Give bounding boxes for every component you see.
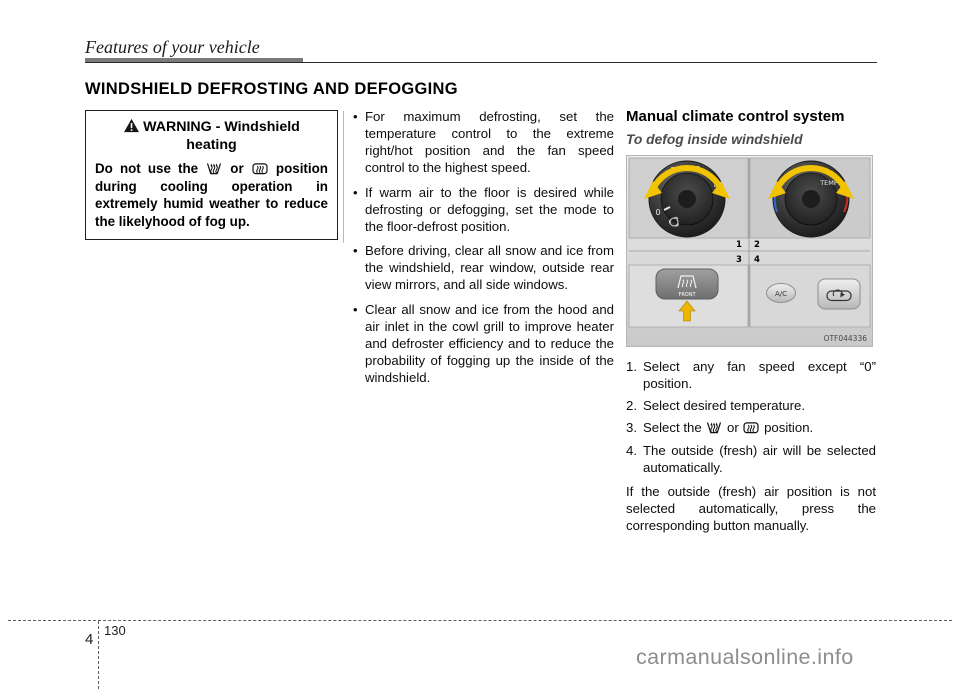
- step-text: Select any fan speed except “0” position.: [643, 359, 876, 392]
- ac-button: [767, 284, 796, 303]
- callout-2: 2: [754, 240, 760, 250]
- warning-heading: [109, 118, 314, 154]
- fan-speed-knob: [649, 161, 725, 237]
- subsection-heading: Manual climate control system: [626, 108, 845, 125]
- page-number: 130: [104, 623, 126, 638]
- climate-control-image: [626, 155, 873, 347]
- warning-triangle-icon: [123, 118, 140, 133]
- page-header: [85, 37, 260, 58]
- temp-label: TEMP: [820, 179, 838, 187]
- step-text: Select desired temperature.: [643, 398, 805, 414]
- figure-code: OTF044336: [823, 334, 867, 343]
- tips-list: [352, 108, 614, 393]
- rear-defrost-icon: [742, 421, 760, 434]
- tip-text: For maximum defrosting, set the temperature control to the extreme right/hot position and the fan speed control to the highest speed.: [365, 109, 614, 176]
- chapter-number: 4: [85, 631, 94, 648]
- step-item: [626, 358, 876, 392]
- callout-1: 1: [736, 240, 742, 250]
- step-text: or: [727, 420, 739, 436]
- tip-text: If warm air to the floor is desired while defrosting or defogging, set the mode to the floor-defrost position.: [365, 184, 614, 234]
- step-item: [626, 442, 876, 476]
- step-item: [626, 419, 876, 436]
- callout-3: 3: [736, 255, 742, 265]
- tip-item: [352, 242, 614, 293]
- warning-body-or: or: [230, 161, 244, 177]
- step-number: 3.: [626, 420, 637, 436]
- fan-dial-number-3: 3: [695, 165, 701, 174]
- fan-dial-number-2: 2: [670, 166, 676, 175]
- tip-text: Before driving, clear all snow and ice from the windshield, rear window, outside rear view mirrors, and all side windows.: [365, 243, 614, 293]
- site-watermark: carmanualsonline.info: [636, 645, 854, 669]
- step-text: Select the: [643, 420, 702, 436]
- front-defrost-icon: [205, 162, 223, 175]
- warning-label: WARNING -: [143, 119, 221, 135]
- step-text: position.: [764, 420, 814, 436]
- tip-text: Clear all snow and ice from the hood and air inlet in the cowl grill to improve heater and defroster efficiency and to reduce the probability of fogging up the inside of the windshield.: [365, 301, 614, 386]
- temperature-knob: [773, 161, 849, 237]
- warning-box: [85, 110, 338, 240]
- tip-item: [352, 301, 614, 387]
- warning-body: [95, 160, 328, 230]
- column-divider: [343, 111, 344, 243]
- tip-item: [352, 108, 614, 177]
- warning-subject: Windshield heating: [186, 119, 300, 154]
- step-number: 1.: [626, 359, 637, 374]
- front-defrost-icon: [705, 421, 723, 434]
- fan-dial-number-4: 4: [713, 181, 719, 190]
- step-text: The outside (fresh) air will be selected automatically.: [643, 442, 876, 475]
- page-header-title: Features of your vehicle: [85, 37, 260, 57]
- steps-list: [626, 358, 876, 476]
- footer-dashed-line: [8, 620, 952, 621]
- manual-climate-section: [626, 108, 876, 534]
- rear-defrost-icon: [251, 162, 269, 175]
- callout-4: 4: [754, 255, 760, 265]
- step-item: [626, 397, 876, 414]
- recirculation-button: [818, 279, 860, 309]
- note-paragraph: If the outside (fresh) air position is not selected automatically, press the corresponding button manually.: [626, 483, 876, 534]
- step-number: 2.: [626, 398, 637, 414]
- warning-body-text-1: Do not use the: [95, 161, 199, 177]
- front-label: FRONT: [678, 292, 696, 298]
- step-number: 4.: [626, 442, 637, 458]
- fan-dial-number-0: 0: [655, 208, 661, 217]
- tip-item: [352, 184, 614, 235]
- section-title: WINDSHIELD DEFROSTING AND DEFOGGING: [85, 80, 458, 98]
- front-defrost-button: [656, 269, 718, 299]
- warning-body-text-2: position during cooling operation in extremely humid weather to reduce the likelyhood of fog up.: [95, 161, 328, 229]
- ac-label: A/C: [774, 290, 788, 298]
- climate-control-figure: [626, 155, 873, 347]
- footer-vertical-dashed-line: [98, 621, 99, 689]
- header-rule: [85, 62, 877, 63]
- subsection-subheading: To defog inside windshield: [626, 132, 803, 147]
